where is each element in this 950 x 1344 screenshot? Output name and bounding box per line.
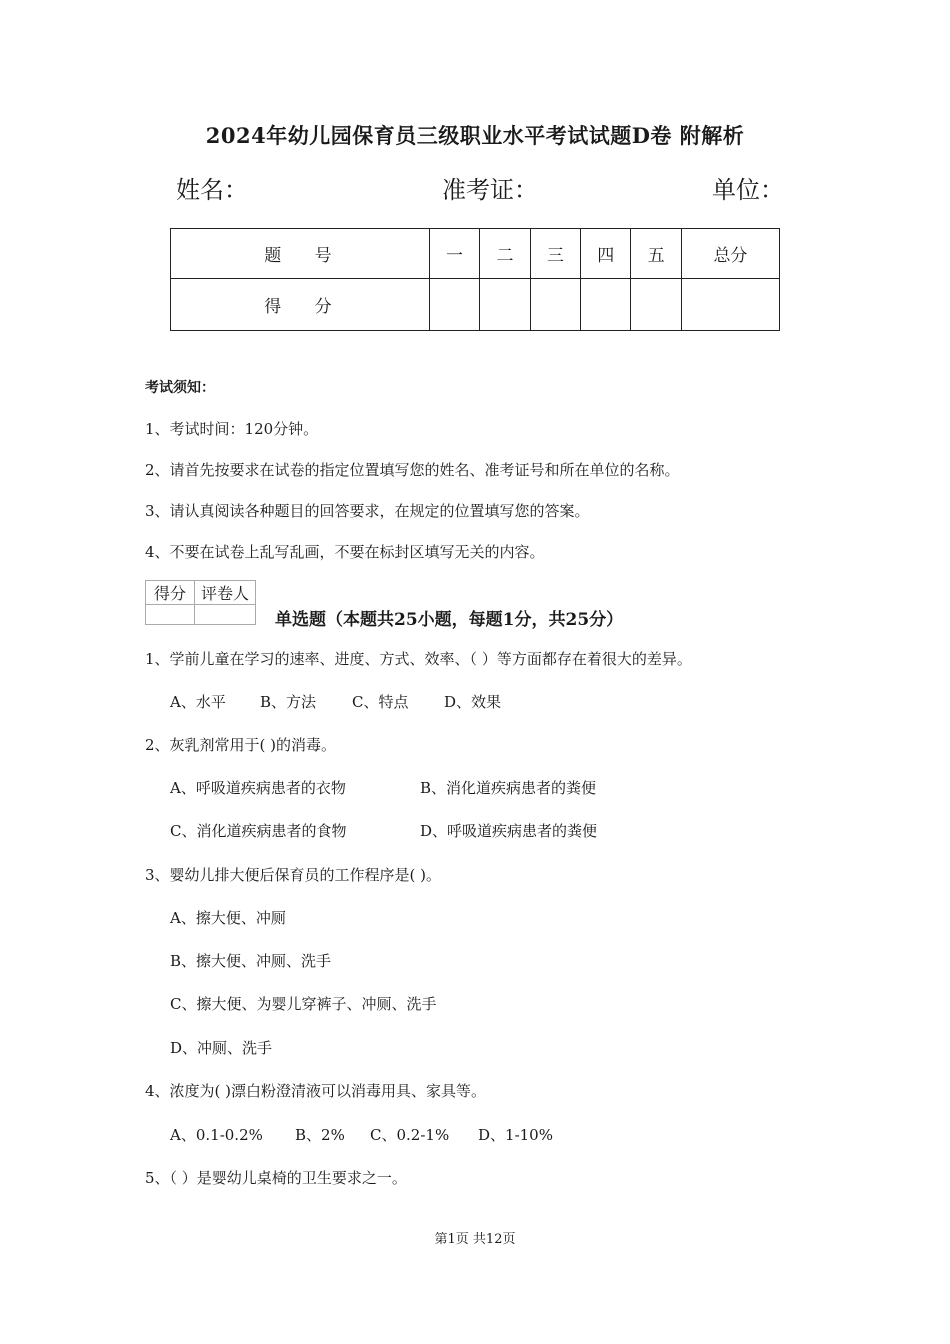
question-1-option-d[interactable]: D、效果 [444, 693, 502, 711]
name-field-label: 姓名： [176, 176, 248, 204]
question-3-stem: 3、婴幼儿排大便后保育员的工作程序是( )。 [145, 866, 442, 884]
score-table-header-cell: 四 [581, 229, 631, 279]
notice-item: 1、考试时间：120分钟。 [145, 420, 319, 438]
question-1-stem: 1、学前儿童在学习的速率、进度、方式、效率、（ ）等方面都存在着很大的差异。 [145, 650, 692, 668]
score-table-header-cell: 二 [480, 229, 530, 279]
question-1-option-a[interactable]: A、水平 [170, 693, 226, 711]
score-table-header-cell: 总分 [681, 229, 779, 279]
score-table-score-row [171, 279, 780, 331]
question-3-option-a[interactable]: A、擦大便、冲厕 [170, 909, 286, 927]
question-5-stem: 5、（ ）是婴幼儿桌椅的卫生要求之一。 [145, 1169, 407, 1187]
question-2-option-a[interactable]: A、呼吸道疾病患者的衣物 [170, 779, 346, 797]
question-2-option-c[interactable]: C、消化道疾病患者的食物 [170, 822, 347, 840]
notice-item: 4、不要在试卷上乱写乱画，不要在标封区填写无关的内容。 [145, 543, 545, 561]
score-cell[interactable] [681, 279, 779, 331]
score-table-header-label: 题 号 [171, 229, 430, 279]
score-table-header-row [171, 229, 780, 279]
score-cell[interactable] [480, 279, 530, 331]
grader-table-score-label: 得分 [146, 581, 195, 605]
question-4-stem: 4、浓度为( )漂白粉澄清液可以消毒用具、家具等。 [145, 1082, 487, 1100]
notice-item: 2、请首先按要求在试卷的指定位置填写您的姓名、准考证号和所在单位的名称。 [145, 461, 680, 479]
score-cell[interactable] [429, 279, 479, 331]
question-4-option-d[interactable]: D、1-10% [478, 1126, 553, 1144]
exam-number-field-label: 准考证： [442, 176, 538, 204]
question-4-option-a[interactable]: A、0.1-0.2% [170, 1126, 263, 1144]
notice-title: 考试须知： [145, 380, 215, 396]
page-title: 2024年幼儿园保育员三级职业水平考试试题D卷 附解析 [205, 123, 745, 148]
question-3-option-d[interactable]: D、冲厕、洗手 [170, 1039, 273, 1057]
question-1-option-c[interactable]: C、特点 [352, 693, 409, 711]
question-3-option-b[interactable]: B、擦大便、冲厕、洗手 [170, 952, 332, 970]
section-title: 单选题（本题共25小题，每题1分，共25分） [275, 610, 624, 630]
score-table-header-cell: 一 [429, 229, 479, 279]
question-1-option-b[interactable]: B、方法 [260, 693, 317, 711]
page-footer: 第1页 共12页 [434, 1232, 516, 1247]
question-2-option-b[interactable]: B、消化道疾病患者的粪便 [420, 779, 597, 797]
score-table-row-label: 得 分 [171, 279, 430, 331]
score-table-header-cell: 三 [530, 229, 580, 279]
question-2-option-d[interactable]: D、呼吸道疾病患者的粪便 [420, 822, 598, 840]
grader-score-cell[interactable] [146, 605, 195, 625]
grader-table [145, 580, 256, 625]
score-cell[interactable] [631, 279, 681, 331]
score-cell[interactable] [530, 279, 580, 331]
question-2-stem: 2、灰乳剂常用于( )的消毒。 [145, 736, 337, 754]
score-table-header-cell: 五 [631, 229, 681, 279]
question-4-option-c[interactable]: C、0.2-1% [370, 1126, 450, 1144]
question-3-option-c[interactable]: C、擦大便、为婴儿穿裤子、冲厕、洗手 [170, 995, 437, 1013]
question-4-option-b[interactable]: B、2% [295, 1126, 345, 1144]
grader-name-cell[interactable] [195, 605, 256, 625]
score-table [170, 228, 780, 331]
notice-item: 3、请认真阅读各种题目的回答要求，在规定的位置填写您的答案。 [145, 502, 590, 520]
grader-table-grader-label: 评卷人 [195, 581, 256, 605]
unit-field-label: 单位： [712, 176, 784, 204]
score-cell[interactable] [581, 279, 631, 331]
